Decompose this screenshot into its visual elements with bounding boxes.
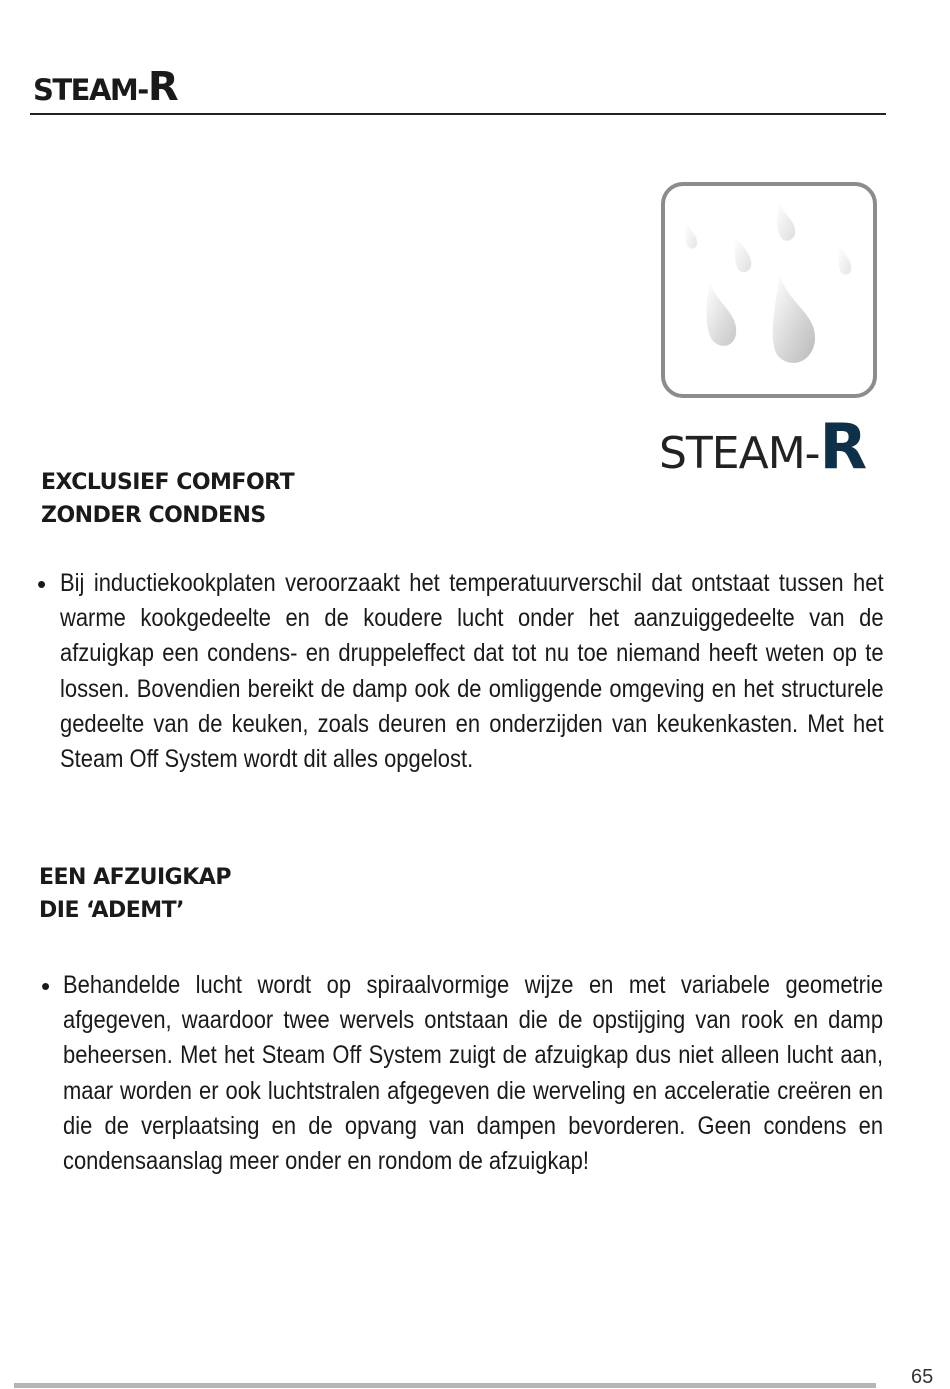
header-title-letter: R [147,64,179,110]
wordmark-prefix: STEAM- [659,428,820,479]
heading-line: EXCLUSIEF COMFORT [41,470,295,495]
bullet-paragraph-breathing: Behandelde lucht wordt op spiraalvormige wijze en met variabele geometrie afgegeven, waardoor twee wervels ontstaan die de opstijging van rook en damp beheersen. Met het Steam Off System zuigt de afzuigkap dus niet alleen lucht aan, maar worden er ook luchtstralen afgegeven die werveling en acceleratie creëren en die de verplaatsing en de opvang van dampen bevorderen. Geen condens en condensaanslag meer onder en rondom de afzuigkap! [63,971,884,1176]
page-number: 65 [911,1366,934,1388]
heading-line: EEN AFZUIGKAP [39,865,231,890]
steam-r-logo [661,182,877,398]
section-heading-comfort [41,466,294,532]
heading-line: DIE ‘ADEMT’ [39,898,185,923]
heading-line: ZONDER CONDENS [41,503,266,528]
steam-r-wordmark [659,410,867,483]
bullet-marker: • [41,971,51,1001]
steam-drops-icon [665,186,873,394]
footer-bar [14,1383,876,1388]
section-heading-breathing [39,861,231,927]
wordmark-letter: R [819,410,868,483]
bullet-paragraph-comfort: Bij inductiekookplaten veroorzaakt het temperatuurverschil dat ontstaat tussen het warme kookgedeelte en de koudere lucht onder het aanzuiggedeelte van de afzuigkap een condens- en druppeleffect dat tot nu toe niemand heeft weten op te lossen. Bovendien bereikt de damp ook de omliggende omgeving en het structurele gedeelte van de keuken, zoals deuren en onderzijden van keukenkasten. Met het Steam Off System wordt dit alles opgelost. [60,569,884,774]
page-header-title [33,64,179,110]
bullet-marker: • [37,569,47,599]
header-divider [30,113,886,115]
header-title-prefix: STEAM- [33,73,148,107]
